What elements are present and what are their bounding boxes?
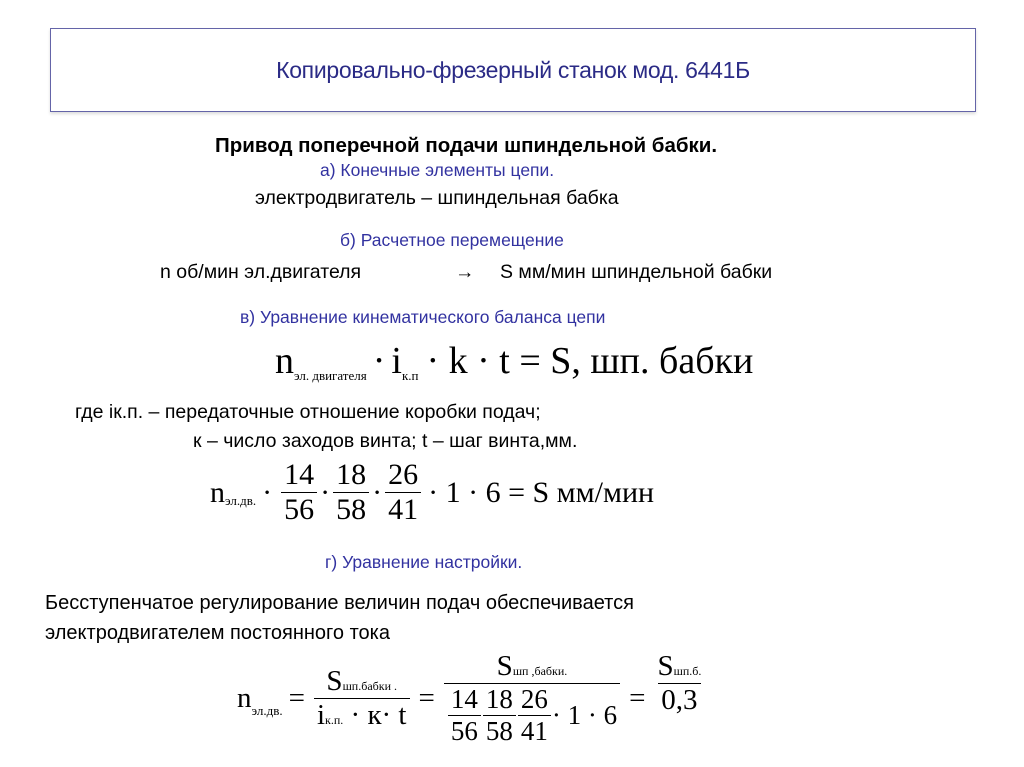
section-g-text-2: электродвигателем постоянного тока (45, 622, 390, 644)
formula-subscript: эл. двигателя (294, 368, 367, 383)
fraction: $\frac{\text{Sшп.б.}}{0,3}$ (657, 650, 702, 716)
arrow-icon: → (455, 261, 475, 283)
fraction: $\frac{14}{56}$ (281, 458, 317, 527)
fraction: $\frac{\text{Sшп.бабки .}}{iк.п. \cdot к\cdot t}$ (314, 665, 410, 732)
formula-symbol: n (275, 340, 294, 382)
section-v-label: в) Уравнение кинематического баланса цепи (240, 307, 606, 327)
section-b-right: S мм/мин шпиндельной бабки (500, 261, 773, 283)
formula-symbol: i (391, 340, 402, 382)
title-box (50, 28, 976, 112)
formula-setting: n эл.дв. = $\frac{\text{Sшп.бабки .}}{iк.п. \cdot к\cdot t}$ = Sшп ,бабки. $\frac{14}{56}$ $\frac{18}{58}$ $\frac{26}{41}$ · 1 · 6 = $\frac{\text{Sшп.б.}}{0,3}$ (237, 650, 707, 747)
formula-subscript: к.п (401, 368, 419, 383)
where-line-1: где iк.п. – передаточные отношение коробки подач; (75, 401, 541, 423)
formula-numeric: n эл.дв. · $\frac{14}{56}$ · $\frac{18}{58}$ · $\frac{26}{41}$ · 1 · 6 = S мм/мин (210, 458, 655, 526)
fraction: $\frac{26}{41}$ (385, 458, 421, 527)
section-g-label: г) Уравнение настройки. (325, 552, 523, 572)
formula-rest: · k · t = S, шп. бабки (426, 340, 754, 382)
formula-subscript: эл.дв. (225, 493, 257, 508)
fraction: Sшп ,бабки. $\frac{14}{56}$ $\frac{18}{58}$ $\frac{26}{41}$ · 1 · 6 (444, 650, 620, 747)
formula-symbol: n (210, 475, 225, 509)
fraction: $\frac{18}{58}$ (333, 458, 369, 527)
formula-kinematic-balance: n эл. двигателя · i к.п · k · t = S, шп. бабки (275, 340, 754, 383)
formula-subscript: эл.дв. (251, 703, 283, 718)
formula-rest: · 1 · 6 = S мм/мин (428, 475, 655, 509)
where-line-2: к – число заходов винта; t – шаг винта,мм. (193, 430, 578, 452)
section-a-label: а) Конечные элементы цепи. (320, 160, 555, 180)
section-a-text: электродвигатель – шпиндельная бабка (255, 187, 619, 209)
section-b-label: б) Расчетное перемещение (340, 230, 564, 250)
slide-title: Копировально-фрезерный станок мод. 6441Б (276, 57, 750, 83)
formula-symbol: n (237, 682, 252, 714)
section-b-left: n об/мин эл.двигателя (160, 261, 362, 283)
section-g-text-1: Бесступенчатое регулирование величин подач обеспечивается (45, 592, 634, 614)
heading: Привод поперечной подачи шпиндельной бабки. (215, 134, 718, 157)
